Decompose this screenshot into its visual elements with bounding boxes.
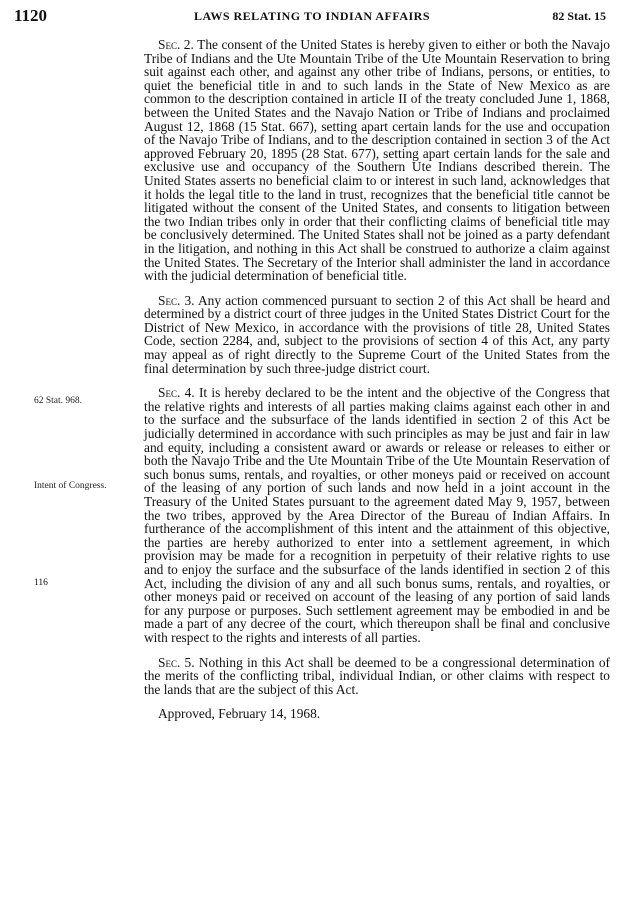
section-2-label: Sec. 2. — [158, 37, 194, 52]
section-4 — [144, 386, 610, 644]
statute-reference: 82 Stat. 15 — [552, 9, 606, 23]
section-5-label: Sec. 5. — [158, 654, 195, 670]
document-body — [144, 38, 610, 721]
section-3-label: Sec. 3. — [158, 292, 195, 308]
page-number: 1120 — [14, 6, 48, 25]
section-2-text: The consent of the United States is hereby given to either or both the Navajo Tribe of Indians and the Ute Mountain Tribe of the Ute Mountain Reservation to bring suit against each other, and against any other tribe of Indians, persons, or entities, to quiet the beneficial title in and to such lands in the State of New Mexico as are common to the description contained in article II of the treaty concluded June 1, 1868, between the United States and the Navajo Nation or Tribe of Indians and proclaimed August 12, 1868 (15 Stat. 667), setting apart certain lands for the use and occupation of the Navajo Tribe of Indians, and to the description contained in section 3 of the Act approved February 20, 1895 (28 Stat. 677), setting apart certain lands for the sale and exclusive use and occupancy of the Southern Ute Indians described therein. The United States asserts no beneficial claim to or interest in such land, acknowledges that it holds the legal title to the land in trust, recognizes that the beneficial title cannot be litigated without the consent of the United States, and consents to litigation between the two Indian tribes only in order that their conflicting claims of beneficial title may be conclusively determined. The United States shall not be joined as a party defendant in the litigation, and nothing in this Act shall be construed to authorize a claim against the United States. The Secretary of the Interior shall administer the land in accordance with the judicial determination of beneficial title. — [144, 37, 610, 284]
running-title: LAWS RELATING TO INDIAN AFFAIRS — [194, 9, 430, 23]
section-3 — [144, 294, 610, 376]
section-5 — [144, 656, 610, 697]
section-4-text-b: Ute Mountain Reservation of such bonus sums, rentals, and royalties, or other moneys paid or received on account of the leasing of any portion of such lands and now held in a joint account in the Treasury of the United States pursuant to the agreement dated May 9, 1957, between the two tribes, approved by the Area Director of the Bureau of Indian Affairs. In furtherance of the accomplishment of this intent and the attainment of this objective, the parties are hereby authorized to enter into a settlement agreement, in which provision may be made for a recognition in perpetuity of their relative rights to use and to enjoy the surface and the subsurface of the lands identified in section 2 of this Act, including the division of any and all such bonus sums, rentals, and royalties, or other moneys paid or received on account of the leasing of any portion of said lands for any purpose or purposes. Such settlement agreement may be embodied in and be made a part of any decree of the court, which thereupon shall be final and conclusive with respect to the rights and interests of all parties. — [144, 453, 611, 645]
section-3-text: Any action commenced pursuant to section 2 of this Act shall be heard and determined by a district court of three judges in the United States District Court for the District of New Mexico, in accordance with the provisions of title 28, United States Code, section 2284, and, subject to the provisions of section 4 of this Act, any party may appeal as of right directly to the Supreme Court of the United States from the final determination by such three-judge district court. — [144, 292, 611, 376]
section-5-text: Nothing in this Act shall be deemed to be a congressional determination of the merits of the conflicting tribal, individual Indian, or other claims with respect to the lands that are the subject of this Act. — [144, 654, 610, 697]
approval-line: Approved, February 14, 1968. — [158, 706, 321, 722]
section-2 — [144, 38, 610, 283]
margin-note-intent: Intent of Congress. — [34, 481, 107, 491]
margin-note-62-stat: 62 Stat. 968. — [34, 396, 83, 406]
section-4-label: Sec. 4. — [158, 385, 195, 401]
page-header — [0, 6, 624, 26]
section-4-text-a: It is hereby declared to be the intent and the objective of the Congress that the relative rights and interests of all parties making claims against each other in and to the surface and the subsurface of the lands identified in section 2 of this Act be judicially determined in accordance with such principles as may be just and fair in law and equity, including a consistent award or awards or release or releases to either or both the Navajo Tribe and the Ute Mountain Tribe of the — [144, 385, 610, 469]
margin-page-marker: 116 — [34, 578, 48, 588]
